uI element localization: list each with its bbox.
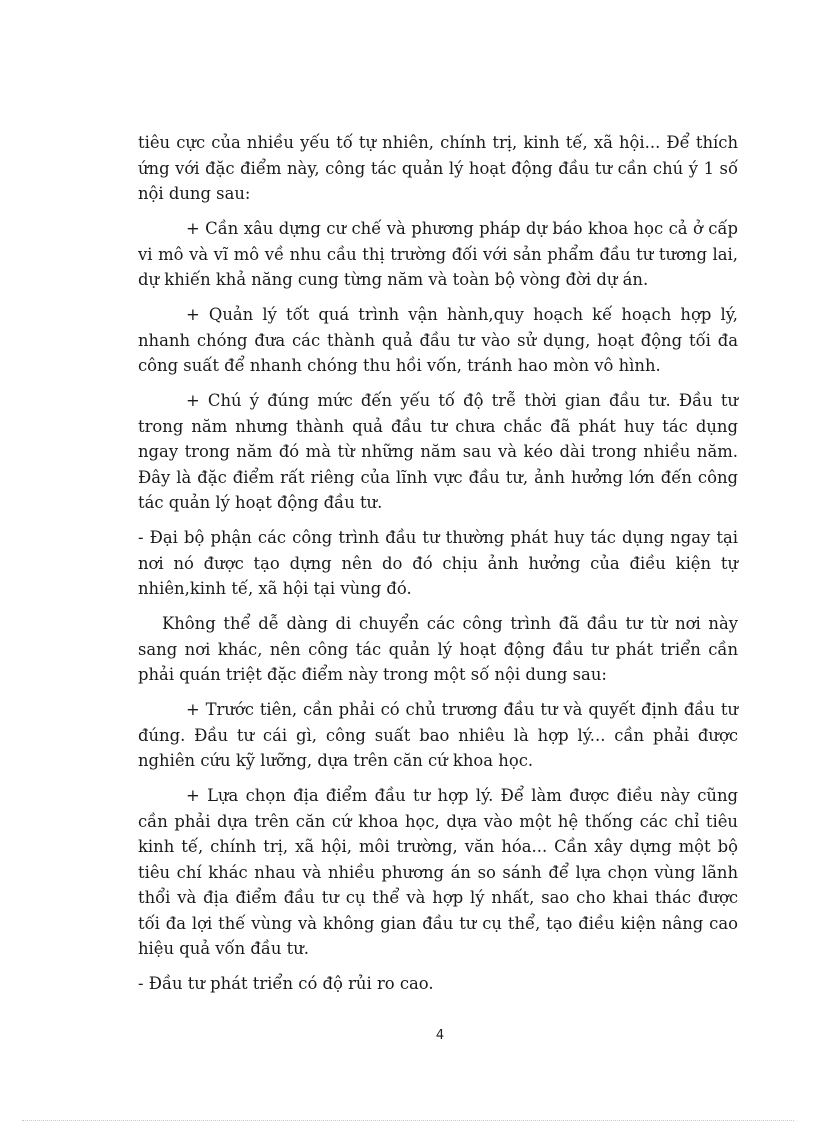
page-number: 4 [435, 1028, 445, 1043]
paragraph-forecast-mechanism: + Cần xâu dựng cư chế và phương pháp dự báo khoa học cả ở cấp vi mô và vĩ mô về nhu cầu thị trường đối với sản phẩm đầu tư tương lai, dự khiến khả năng cung từng năm và toàn bộ vòng đời dự án. [138, 219, 738, 289]
paragraph-high-risk: - Đầu tư phát triển có độ rủi ro cao. [138, 974, 434, 993]
paragraph-site-selection: + Lựa chọn địa điểm đầu tư hợp lý. Để làm được điều này cũng cần phải dựa trên căn cứ khoa học, dựa vào một hệ thống các chỉ tiêu kinh tế, chính trị, xã hội, môi trường, văn hóa... Cần xây dựng một bộ tiêu chí khác nhau và nhiều phương án so sánh để lựa chọn vùng lãnh thổi và địa điểm đầu tư cụ thể và hợp lý nhất, sao cho khai thác được tối đa lợi thế vùng và không gian đầu tư cụ thể, tạo điều kiện nâng cao hiệu quả vốn đầu tư. [138, 786, 738, 958]
paragraph-location-effect: - Đại bộ phận các công trình đầu tư thường phát huy tác dụng ngay tại nơi nó được tạo dựng nên do đó chịu ảnh hưởng của điều kiện tự nhiên,kinh tế, xã hội tại vùng đó. [138, 528, 738, 598]
paragraph-investment-lag: + Chú ý đúng mức đến yếu tố độ trễ thời gian đầu tư. Đầu tư trong năm nhưng thành quả đầu tư chưa chắc đã phát huy tác dụng ngay trong năm đó mà từ những năm sau và kéo dài trong nhiều năm. Đây là đặc điểm rất riêng của lĩnh vực đầu tư, ảnh hưởng lớn đến công tác quản lý hoạt động đầu tư. [138, 391, 738, 512]
paragraph-operation-management: + Quản lý tốt quá trình vận hành,quy hoạch kế hoạch hợp lý, nhanh chóng đưa các thành quả đầu tư vào sử dụng, hoạt động tối đa công suất để nhanh chóng thu hồi vốn, tránh hao mòn vô hình. [138, 305, 738, 375]
paragraph-intro: tiêu cực của nhiều yếu tố tự nhiên, chính trị, kinh tế, xã hội... Để thích ứng với đặc điểm này, công tác quản lý hoạt động đầu tư cần chú ý 1 số nội dung sau: [138, 133, 738, 203]
document-body [138, 130, 738, 1006]
page-bottom-divider [22, 1120, 794, 1121]
paragraph-immovability: Không thể dễ dàng di chuyển các công trình đã đầu tư từ nơi này sang nơi khác, nên công tác quản lý hoạt động đầu tư phát triển cần phải quán triệt đặc điểm này trong một số nội dung sau: [138, 614, 738, 684]
paragraph-investment-policy: + Trước tiên, cần phải có chủ trương đầu tư và quyết định đầu tư đúng. Đầu tư cái gì, công suất bao nhiêu là hợp lý... cần phải được nghiên cứu kỹ lưỡng, dựa trên căn cứ khoa học. [138, 700, 738, 770]
